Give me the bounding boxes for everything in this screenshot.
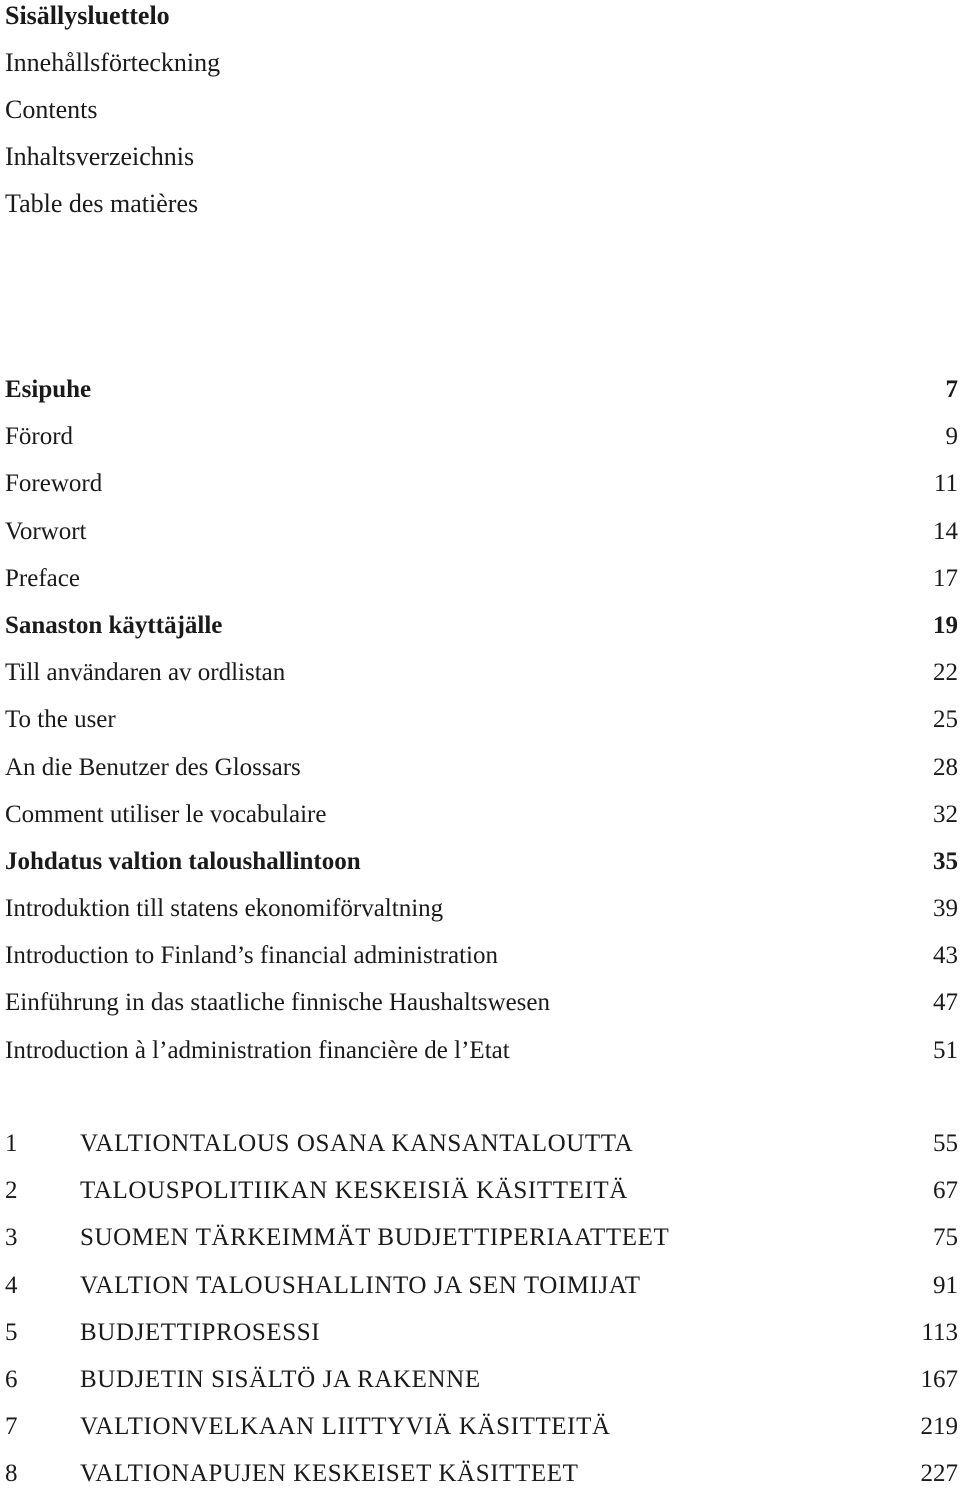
toc-entry[interactable]	[5, 706, 958, 753]
chapter-entry[interactable]	[5, 1177, 958, 1224]
entry-page-number: 9	[945, 423, 958, 451]
chapter-title: VALTIONAPUJEN KESKEISET KÄSITTEET	[80, 1460, 579, 1488]
chapter-title: VALTIONVELKAAN LIITTYVIÄ KÄSITTEITÄ	[80, 1413, 611, 1441]
chapter-number: 1	[5, 1130, 19, 1157]
heading-french: Table des matières	[5, 189, 199, 218]
chapter-title: VALTIONTALOUS OSANA KANSANTALOUTTA	[80, 1130, 634, 1157]
chapter-page-number: 167	[920, 1365, 958, 1393]
toc-entry[interactable]	[5, 895, 958, 942]
chapter-title: SUOMEN TÄRKEIMMÄT BUDJETTIPERIAATTEET	[80, 1224, 670, 1252]
entry-page-number: 22	[933, 659, 958, 687]
chapter-page-number: 113	[921, 1318, 958, 1346]
toc-entry[interactable]	[5, 989, 958, 1036]
toc-entry[interactable]	[5, 470, 958, 517]
entry-title: Johdatus valtion taloushallintoon	[5, 847, 361, 875]
chapter-title: BUDJETTIPROSESSI	[80, 1318, 321, 1346]
entry-page-number: 19	[933, 611, 958, 639]
entry-page-number: 25	[933, 706, 958, 734]
chapter-number: 8	[5, 1460, 19, 1488]
entry-title: Foreword	[5, 470, 103, 498]
entry-title: Introduction à l’administration financière de l’Etat	[5, 1036, 510, 1064]
entry-page-number: 35	[933, 847, 958, 875]
toc-entry[interactable]	[5, 659, 958, 706]
chapter-title: BUDJETIN SISÄLTÖ JA RAKENNE	[80, 1365, 481, 1393]
chapter-number: 2	[5, 1177, 19, 1205]
toc-entry[interactable]	[5, 518, 958, 565]
entry-title: Preface	[5, 564, 80, 592]
entry-page-number: 17	[933, 564, 958, 592]
entry-page-number: 11	[933, 470, 958, 498]
toc-entry[interactable]	[5, 612, 958, 659]
chapter-number: 4	[5, 1271, 19, 1299]
toc-entry[interactable]	[5, 801, 958, 848]
chapter-entry[interactable]	[5, 1366, 958, 1413]
heading-english: Contents	[5, 95, 98, 124]
chapter-page-number: 227	[920, 1460, 958, 1488]
entry-title: Introduction to Finland’s financial administration	[5, 942, 498, 970]
entry-page-number: 7	[945, 376, 958, 403]
entry-title: Introduktion till statens ekonomiförvaltning	[5, 895, 444, 923]
entry-title: Vorwort	[5, 517, 87, 545]
entry-title: Esipuhe	[5, 376, 92, 403]
chapter-title: VALTION TALOUSHALLINTO JA SEN TOIMIJAT	[80, 1271, 641, 1299]
chapter-number: 3	[5, 1224, 19, 1252]
chapter-page-number: 55	[933, 1130, 958, 1157]
toc-heading-block	[5, 0, 220, 235]
heading-swedish: Innehållsförteckning	[5, 48, 221, 77]
front-matter-list	[5, 376, 958, 1084]
entry-title: Till användaren av ordlistan	[5, 659, 286, 687]
entry-page-number: 39	[933, 895, 958, 923]
toc-entry[interactable]	[5, 1037, 958, 1084]
chapter-page-number: 75	[933, 1224, 958, 1252]
chapter-number: 6	[5, 1365, 19, 1393]
chapter-entry[interactable]	[5, 1319, 958, 1366]
toc-entry[interactable]	[5, 565, 958, 612]
entry-page-number: 14	[933, 517, 958, 545]
chapter-page-number: 91	[933, 1271, 958, 1299]
entry-page-number: 28	[933, 753, 958, 781]
heading-finnish: Sisällysluettelo	[5, 1, 170, 30]
toc-entry[interactable]	[5, 423, 958, 470]
chapter-entry[interactable]	[5, 1460, 958, 1507]
chapter-list	[5, 1130, 958, 1508]
toc-entry[interactable]	[5, 754, 958, 801]
chapter-entry[interactable]	[5, 1272, 958, 1319]
chapter-page-number: 67	[933, 1177, 958, 1205]
entry-title: An die Benutzer des Glossars	[5, 753, 301, 781]
chapter-number: 7	[5, 1413, 19, 1441]
entry-page-number: 51	[933, 1036, 958, 1064]
entry-title: Einführung in das staatliche finnische Haushaltswesen	[5, 989, 550, 1017]
chapter-entry[interactable]	[5, 1224, 958, 1271]
entry-title: Sanaston käyttäjälle	[5, 611, 223, 639]
chapter-title: TALOUSPOLITIIKAN KESKEISIÄ KÄSITTEITÄ	[80, 1177, 628, 1205]
entry-title: Förord	[5, 423, 74, 451]
entry-title: Comment utiliser le vocabulaire	[5, 800, 327, 828]
entry-page-number: 32	[933, 800, 958, 828]
entry-title: To the user	[5, 706, 116, 734]
toc-entry[interactable]	[5, 848, 958, 895]
toc-entry[interactable]	[5, 942, 958, 989]
entry-page-number: 43	[933, 942, 958, 970]
entry-page-number: 47	[933, 989, 958, 1017]
toc-entry[interactable]	[5, 376, 958, 423]
chapter-entry[interactable]	[5, 1413, 958, 1460]
heading-german: Inhaltsverzeichnis	[5, 142, 195, 171]
chapter-page-number: 219	[920, 1413, 958, 1441]
chapter-entry[interactable]	[5, 1130, 958, 1177]
chapter-number: 5	[5, 1318, 19, 1346]
